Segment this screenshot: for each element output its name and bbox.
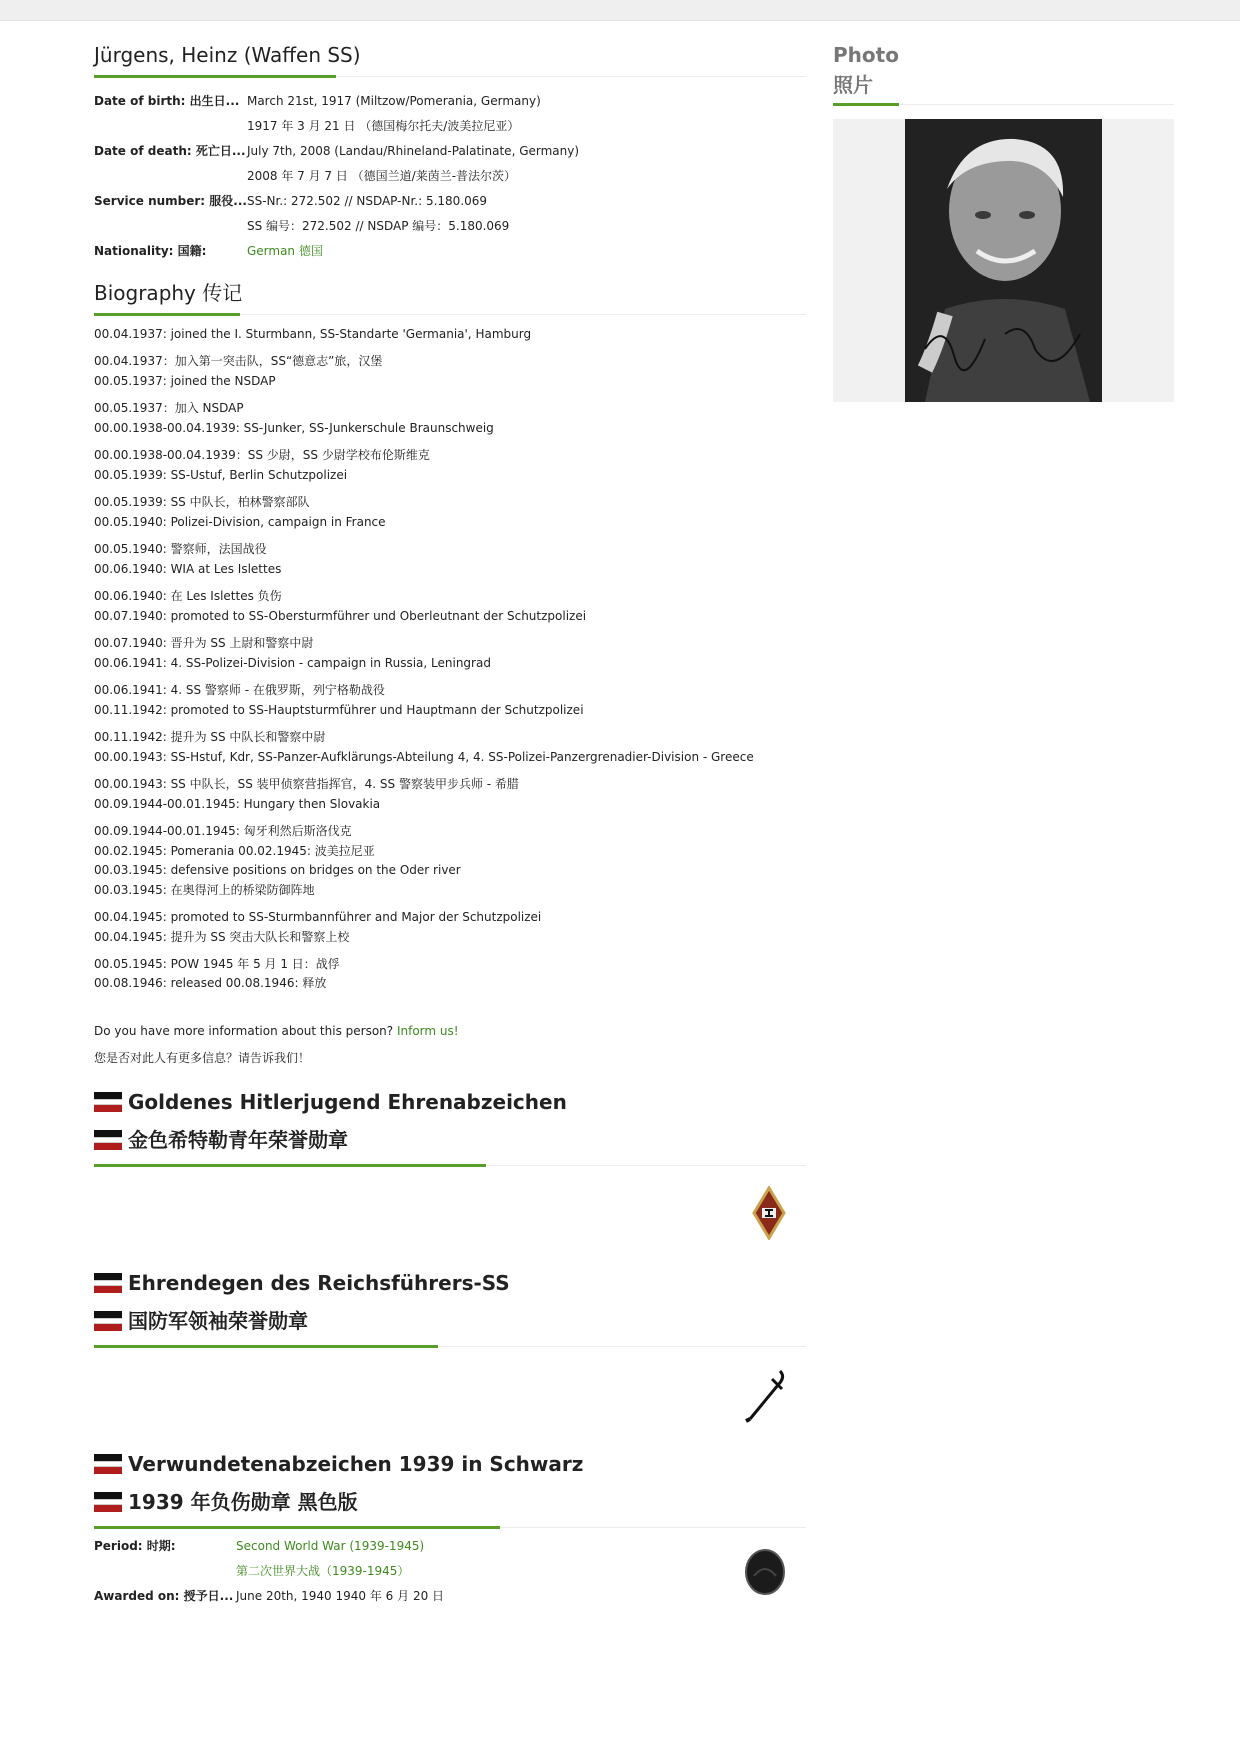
photo-column	[833, 40, 1174, 402]
portrait-illustration	[905, 119, 1102, 402]
biography-entry: 00.06.1941: 4. SS 警察师 - 在俄罗斯，列宁格勒战役	[94, 683, 385, 697]
flag-icon	[94, 1311, 122, 1331]
award-title[interactable]	[94, 1083, 806, 1121]
biography-entry: 00.07.1940: 晋升为 SS 上尉和警察中尉	[94, 636, 314, 650]
biography-entry: 00.07.1940: promoted to SS-Obersturmführer und Oberleutnant der Schutzpolizei	[94, 609, 587, 623]
info-value: June 20th, 1940 1940 年 6 月 20 日	[236, 1589, 445, 1603]
info-key	[94, 164, 247, 189]
award-block	[94, 1083, 806, 1264]
info-key: Nationality: 国籍:	[94, 244, 207, 258]
awards-section	[94, 1083, 806, 1614]
biography-entry: 00.06.1940: 在 Les Islettes 负伤	[94, 589, 282, 603]
award-title-text: Verwundetenabzeichen 1939 in Schwarz	[128, 1452, 584, 1476]
award-title-text: 国防军领袖荣誉勋章	[128, 1309, 308, 1333]
biography-entry: 00.04.1945: promoted to SS-Sturmbannführer and Major der Schutzpolizei	[94, 910, 542, 924]
award-rule	[94, 1527, 806, 1528]
info-key	[94, 214, 247, 239]
biography-entry: 00.05.1940: 警察师，法国战役	[94, 542, 267, 556]
biography-entry: 00.05.1939: SS-Ustuf, Berlin Schutzpolizei	[94, 468, 348, 482]
info-value: July 7th, 2008 (Landau/Rhineland-Palatinate, Germany)	[246, 144, 580, 158]
info-row	[94, 189, 806, 214]
biography-entry: 00.04.1945: 提升为 SS 突击大队长和警察上校	[94, 930, 350, 944]
info-key: Date of birth: 出生日...	[94, 94, 240, 108]
biography-entry: 00.03.1945: 在奥得河上的桥梁防御阵地	[94, 883, 315, 897]
award-title-text: Ehrendegen des Reichsführers-SS	[128, 1271, 510, 1295]
biography-entry: 00.05.1940: Polizei-Division, campaign in France	[94, 515, 386, 529]
photo-title: Photo	[833, 43, 899, 67]
more-info	[94, 1024, 806, 1065]
biography-entry: 00.05.1939: SS 中队长，柏林警察部队	[94, 495, 310, 509]
info-value: SS-Nr.: 272.502 // NSDAP-Nr.: 5.180.069	[246, 194, 488, 208]
info-value[interactable]: German 德国	[246, 244, 323, 258]
info-key: Date of death: 死亡日...	[94, 144, 246, 158]
biography-entry: 00.00.1943: SS 中队长，SS 装甲侦察营指挥官，4. SS 警察装甲步兵师 - 希腊	[94, 777, 519, 791]
award-title[interactable]	[94, 1302, 806, 1340]
award-title[interactable]	[94, 1264, 806, 1302]
wound-badge-icon[interactable]	[744, 1548, 786, 1600]
info-value: 2008 年 7 月 7 日 （德国兰道/莱茵兰-普法尔茨）	[246, 169, 517, 183]
biography-list	[94, 327, 806, 990]
person-info-table	[94, 89, 806, 264]
info-value[interactable]: Second World War (1939-1945)	[236, 1539, 425, 1553]
photo-heading	[833, 40, 1174, 105]
inform-us-link[interactable]: Inform us!	[396, 1024, 459, 1038]
main-column	[94, 40, 806, 1614]
info-row	[94, 214, 806, 239]
info-key: Period: 时期:	[94, 1539, 176, 1553]
flag-icon	[94, 1092, 122, 1112]
photo-title-zh: 照片	[833, 73, 873, 97]
award-title[interactable]	[94, 1121, 806, 1159]
biography-entry: 00.05.1937：加入 NSDAP	[94, 401, 244, 415]
biography-entry: 00.05.1945: POW 1945 年 5 月 1 日：战俘	[94, 957, 340, 971]
top-bar	[0, 0, 1240, 21]
info-value: SS 编号：272.502 // NSDAP 编号：5.180.069	[246, 219, 510, 233]
biography-entry: 00.04.1937：加入第一突击队，SS“德意志”旅，汉堡	[94, 354, 383, 368]
info-row	[94, 1584, 806, 1609]
info-key: Awarded on: 授予日...	[94, 1589, 234, 1603]
award-block	[94, 1264, 806, 1445]
award-title[interactable]	[94, 1445, 806, 1483]
flag-icon	[94, 1130, 122, 1150]
biography-entry: 00.11.1942: 提升为 SS 中队长和警察中尉	[94, 730, 326, 744]
portrait-photo[interactable]	[905, 119, 1102, 402]
info-row	[94, 164, 806, 189]
info-row	[94, 139, 806, 164]
info-row	[94, 1559, 806, 1584]
award-details	[94, 1534, 806, 1609]
person-title: Jürgens, Heinz (Waffen SS)	[94, 43, 361, 67]
info-key	[94, 1559, 236, 1584]
biography-entry: 00.11.1942: promoted to SS-Hauptsturmführer und Hauptmann der Schutzpolizei	[94, 703, 584, 717]
heading-accent	[833, 103, 899, 106]
biography-entry: 00.00.1938-00.04.1939: SS-Junker, SS-Junkerschule Braunschweig	[94, 421, 494, 435]
biography-entry: 00.09.1944-00.01.1945: Hungary then Slovakia	[94, 797, 381, 811]
info-row	[94, 1534, 806, 1559]
info-key	[94, 114, 247, 139]
photo-frame	[833, 119, 1174, 402]
more-info-question: Do you have more information about this person?	[94, 1024, 394, 1038]
info-row	[94, 89, 806, 114]
info-key: Service number: 服役...	[94, 194, 247, 208]
biography-entry: 00.05.1937: joined the NSDAP	[94, 374, 276, 388]
more-info-question-zh: 您是否对此人有更多信息？请告诉我们！	[94, 1051, 311, 1065]
biography-title: Biography 传记	[94, 281, 243, 305]
award-title[interactable]	[94, 1483, 806, 1521]
heading-accent	[94, 1526, 500, 1529]
info-value: 1917 年 3 月 21 日 （德国梅尔托夫/波美拉尼亚）	[246, 119, 520, 133]
sword-icon[interactable]	[742, 1367, 786, 1427]
info-row	[94, 114, 806, 139]
info-value: March 21st, 1917 (Miltzow/Pomerania, Germany)	[246, 94, 541, 108]
info-value[interactable]: 第二次世界大战（1939-1945）	[236, 1564, 410, 1578]
flag-icon	[94, 1273, 122, 1293]
award-image-row	[94, 1166, 806, 1264]
award-image-row	[94, 1534, 806, 1614]
biography-entry: 00.03.1945: defensive positions on bridges on the Oder river	[94, 863, 461, 877]
heading-accent	[94, 75, 336, 78]
person-heading	[94, 40, 806, 77]
biography-entry: 00.02.1945: Pomerania 00.02.1945: 波美拉尼亚	[94, 844, 375, 858]
hj-badge-icon[interactable]	[752, 1186, 786, 1244]
biography-entry: 00.09.1944-00.01.1945: 匈牙利然后斯洛伐克	[94, 824, 352, 838]
info-row	[94, 239, 806, 264]
flag-icon	[94, 1492, 122, 1512]
biography-heading	[94, 278, 806, 315]
heading-accent	[94, 313, 240, 316]
biography-entry: 00.06.1941: 4. SS-Polizei-Division - campaign in Russia, Leningrad	[94, 656, 491, 670]
award-title-text: 金色希特勒青年荣誉勋章	[128, 1128, 348, 1152]
biography-entry: 00.00.1938-00.04.1939：SS 少尉，SS 少尉学校布伦斯维克	[94, 448, 430, 462]
biography-entry: 00.04.1937: joined the I. Sturmbann, SS-Standarte 'Germania', Hamburg	[94, 327, 532, 341]
award-title-text: 1939 年负伤勋章 黑色版	[128, 1490, 358, 1514]
biography-entry: 00.00.1943: SS-Hstuf, Kdr, SS-Panzer-Aufklärungs-Abteilung 4, 4. SS-Polizei-Panzergrenadier-Division - Greece	[94, 750, 754, 764]
biography-entry: 00.06.1940: WIA at Les Islettes	[94, 562, 282, 576]
flag-icon	[94, 1454, 122, 1474]
biography-entry: 00.08.1946: released 00.08.1946: 释放	[94, 976, 327, 990]
award-block	[94, 1445, 806, 1614]
award-title-text: Goldenes Hitlerjugend Ehrenabzeichen	[128, 1090, 567, 1114]
award-image-row	[94, 1347, 806, 1445]
